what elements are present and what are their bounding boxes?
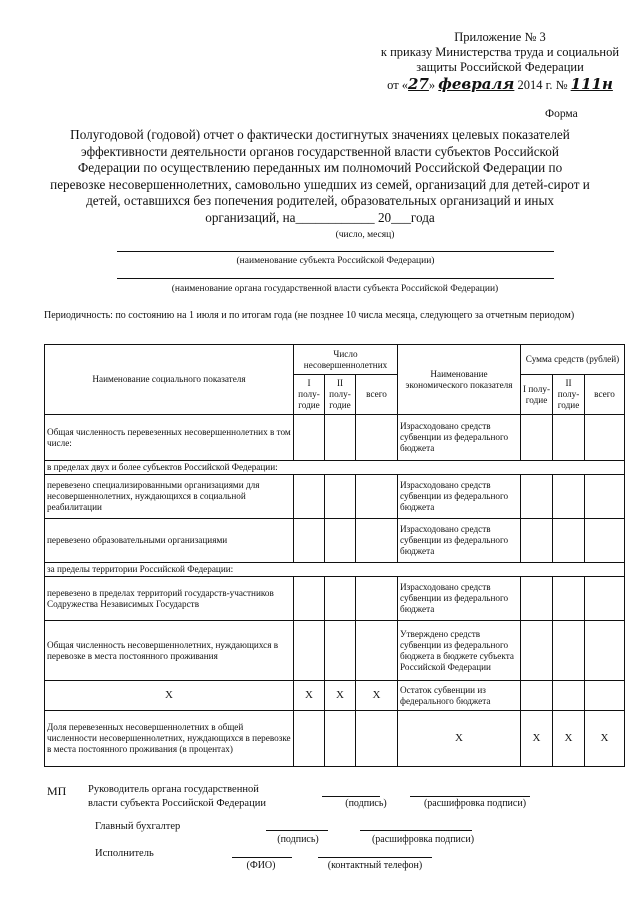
count-input-cell[interactable] [356, 519, 398, 563]
sum-input-cell[interactable] [553, 681, 585, 711]
sum-input-cell[interactable] [553, 519, 585, 563]
x-mark: Х [398, 711, 521, 767]
order-date-line: от «27» февраля 2014 г. № 111н [387, 75, 613, 93]
accountant-decode-line [360, 830, 472, 831]
header-count: Число несовершеннолетних [294, 345, 398, 375]
accountant-signature-caption: (подпись) [277, 834, 319, 845]
section-row [45, 461, 625, 475]
table-row [45, 577, 625, 621]
report-title: Полугодовой (годовой) отчет о фактически достигнутых значениях целевых показателей эффективности деятельности органов государственной власти субъектов Российской Федерации по осуществлению переданных им полномочий Российской Федерации по перевозке несовершеннолетних, самовольно ушедших из семей, организаций для детей-сирот и детей, оставшихся без попечения родителей, образовательных организаций и иных организаций, на____________ 20___года [50, 127, 590, 225]
count-input-cell[interactable] [356, 577, 398, 621]
sum-input-cell[interactable] [585, 621, 625, 681]
x-mark: Х [521, 711, 553, 767]
section-label: в пределах двух и более субъектов Российской Федерации: [45, 461, 625, 475]
appendix-header [380, 30, 620, 93]
head-title-2: власти субъекта Российской Федерации [88, 798, 266, 809]
count-input-cell[interactable] [325, 577, 356, 621]
indicator-cell: перевезено в пределах территорий государств-участников Содружества Независимых Государств [45, 577, 294, 621]
sum-input-cell[interactable] [585, 519, 625, 563]
indicator-cell: Общая численность перевезенных несовершеннолетних в том числе: [45, 415, 294, 461]
header-sum-half1: I полу-годие [521, 375, 553, 415]
head-decode-line [410, 796, 530, 797]
indicator-cell: перевезено образовательными организациями [45, 519, 294, 563]
order-reference: к приказу Министерства труда и социальной [380, 45, 620, 59]
table-row [45, 681, 625, 711]
order-day: 27 [408, 75, 429, 93]
order-year: 2014 г. № [517, 78, 568, 92]
count-input-cell[interactable] [294, 475, 325, 519]
header-count-total: всего [356, 375, 398, 415]
indicator-cell: Общая численность несовершеннолетних, нуждающихся в перевозке в места постоянного проживания [45, 621, 294, 681]
header-sum-total: всего [585, 375, 625, 415]
sum-input-cell[interactable] [585, 475, 625, 519]
sum-input-cell[interactable] [585, 415, 625, 461]
count-input-cell[interactable] [294, 621, 325, 681]
econ-cell: Израсходовано средств субвенции из федерального бюджета [398, 577, 521, 621]
x-mark: Х [356, 681, 398, 711]
order-number: 111н [570, 75, 613, 93]
econ-cell: Израсходовано средств субвенции из федерального бюджета [398, 415, 521, 461]
sum-input-cell[interactable] [521, 475, 553, 519]
executor-phone-caption: (контактный телефон) [327, 860, 423, 871]
executor-name-caption: (ФИО) [246, 860, 276, 871]
x-mark: Х [585, 711, 625, 767]
table-row [45, 415, 625, 461]
sum-input-cell[interactable] [585, 681, 625, 711]
count-input-cell[interactable] [356, 415, 398, 461]
indicator-cell: Доля перевезенных несовершеннолетних в общей численности несовершеннолетних, нуждающихся в перевозке в места постоянного проживания (в процентах) [45, 711, 294, 767]
executor-phone-line [318, 857, 432, 858]
sum-input-cell[interactable] [521, 621, 553, 681]
x-mark: Х [294, 681, 325, 711]
accountant-signature-line [266, 830, 328, 831]
count-input-cell[interactable] [356, 475, 398, 519]
count-input-cell[interactable] [294, 577, 325, 621]
count-input-cell[interactable] [356, 621, 398, 681]
section-row [45, 563, 625, 577]
header-sum: Сумма средств (рублей) [521, 345, 625, 375]
head-signature-caption: (подпись) [345, 798, 387, 809]
econ-cell: Утверждено средств субвенции из федерального бюджета в бюджете субъекта Российской Федерации [398, 621, 521, 681]
subject-line [117, 251, 554, 252]
form-label: Форма [545, 108, 578, 120]
head-decode-caption: (расшифровка подписи) [423, 798, 527, 809]
table-row [45, 475, 625, 519]
table-row [45, 519, 625, 563]
ministry-name: защиты Российской Федерации [416, 60, 584, 74]
count-input-cell[interactable] [294, 519, 325, 563]
count-input-cell[interactable] [294, 415, 325, 461]
econ-cell: Израсходовано средств субвенции из федерального бюджета [398, 519, 521, 563]
econ-cell: Израсходовано средств субвенции из федерального бюджета [398, 475, 521, 519]
count-input-cell[interactable] [325, 621, 356, 681]
count-input-cell[interactable] [325, 475, 356, 519]
count-input-cell[interactable] [325, 519, 356, 563]
sum-input-cell[interactable] [521, 577, 553, 621]
sum-input-cell[interactable] [553, 577, 585, 621]
report-table [44, 344, 625, 767]
econ-cell: Остаток субвенции из федерального бюджета [398, 681, 521, 711]
order-month: февраля [438, 75, 515, 93]
header-sum-half2: II полу-годие [553, 375, 585, 415]
count-input-cell[interactable] [325, 711, 356, 767]
x-mark: Х [325, 681, 356, 711]
executor-label: Исполнитель [95, 848, 154, 859]
sum-input-cell[interactable] [521, 415, 553, 461]
x-mark: Х [553, 711, 585, 767]
sum-input-cell[interactable] [585, 577, 625, 621]
count-input-cell[interactable] [294, 711, 325, 767]
header-econ: Наименование экономического показателя [398, 345, 521, 415]
head-title-1: Руководитель органа государственной [88, 784, 259, 795]
header-count-half1: I полу-годие [294, 375, 325, 415]
count-input-cell[interactable] [356, 711, 398, 767]
periodicity-text: Периодичность: по состоянию на 1 июля и по итогам года (не позднее 10 числа месяца, следующего за отчетным периодом) [44, 310, 575, 321]
stamp-place: МП [47, 784, 67, 798]
sum-input-cell[interactable] [521, 681, 553, 711]
sum-input-cell[interactable] [553, 415, 585, 461]
executor-name-line [232, 857, 292, 858]
accountant-label: Главный бухгалтер [95, 821, 181, 832]
organ-caption: (наименование органа государственной власти субъекта Российской Федерации) [171, 284, 499, 294]
table-row [45, 621, 625, 681]
header-count-half2: II полу-годие [325, 375, 356, 415]
sum-input-cell[interactable] [553, 475, 585, 519]
date-caption: (число, месяц) [335, 230, 395, 240]
indicator-cell: перевезено специализированными организациями для несовершеннолетних, нуждающихся в социальной реабилитации [45, 475, 294, 519]
x-mark: Х [45, 681, 294, 711]
section-label: за пределы территории Российской Федерации: [45, 563, 625, 577]
sum-input-cell[interactable] [553, 621, 585, 681]
appendix-number: Приложение № 3 [454, 30, 546, 44]
head-signature-line [322, 796, 380, 797]
header-indicator: Наименование социального показателя [45, 345, 294, 415]
subject-caption: (наименование субъекта Российской Федерации) [236, 256, 435, 266]
sum-input-cell[interactable] [521, 519, 553, 563]
table-row [45, 711, 625, 767]
organ-line [117, 278, 554, 279]
accountant-decode-caption: (расшифровка подписи) [371, 834, 475, 845]
count-input-cell[interactable] [325, 415, 356, 461]
